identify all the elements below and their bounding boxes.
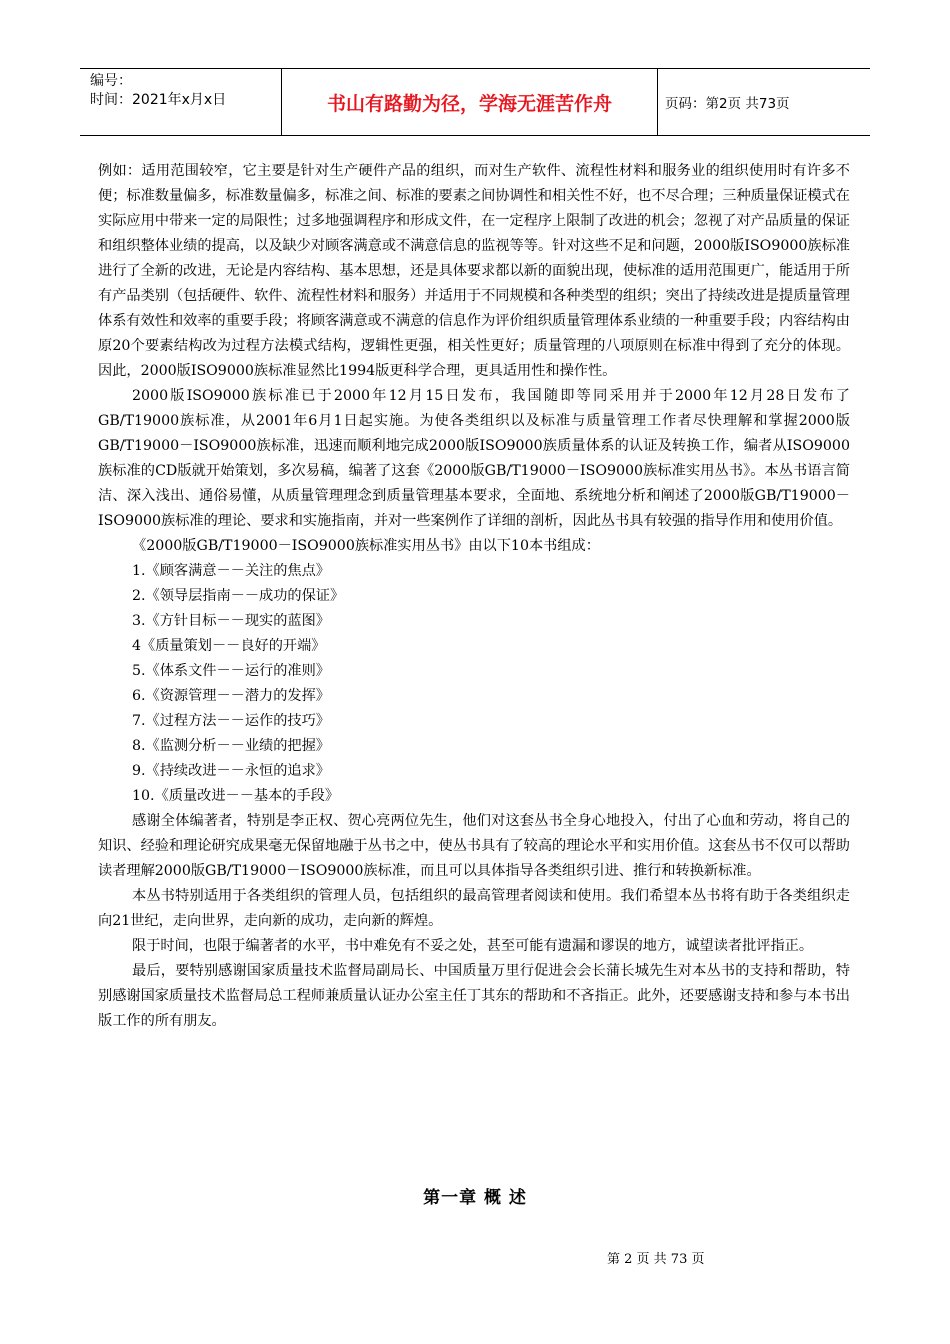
book-list [98,559,850,809]
list-item: 1.《顾客满意－－关注的焦点》 [132,563,330,579]
list-item: 8.《监测分析－－业绩的把握》 [132,738,330,754]
paragraph: 限于时间，也限于编著者的水平，书中难免有不妥之处，甚至可能有遗漏和谬误的地方，诚望读者批评指正。 [132,938,814,954]
list-item: 3.《方针目标－－现实的蓝图》 [132,613,330,629]
paragraph: 2000版ISO9000族标准已于2000年12月15日发布，我国随即等同采用并于2000年12月28日发布了GB/T19000族标准，从2001年6月1日起实施。为使各类组织以及标准与质量管理工作者尽快理解和掌握2000版GB/T19000－ISO9000族标准，迅速而顺利地完成2000版ISO9000族质量体系的认证及转换工作，编者从ISO9000族标准的CD版就开始策划，多次易稿，编著了这套《2000版GB/T19000－ISO9000族标准实用丛书》。本丛书语言简洁、深入浅出、通俗易懂，从质量管理理念到质量管理基本要求，全面地、系统地分析和阐述了2000版GB/T19000－ISO9000族标准的理论、要求和实施指南，并对一些案例作了详细的剖析，因此丛书具有较强的指导作用和使用价值。 [98,388,850,529]
paragraph: 例如：适用范围较窄，它主要是针对生产硬件产品的组织，而对生产软件、流程性材料和服务业的组织使用时有许多不便；标准数量偏多，标准数量偏多，标准之间、标准的要素之间协调性和相关性不好，也不尽合理；三种质量保证模式在实际应用中带来一定的局限性；过多地强调程序和形成文件，在一定程序上限制了改进的机会；忽视了对产品质量的保证和组织整体业绩的提高，以及缺少对顾客满意或不满意信息的监视等等。针对这些不足和问题，2000版ISO9000族标准进行了全新的改进，无论是内容结构、基本思想，还是具体要求都以新的面貌出现，使标准的适用范围更广，能适用于所有产品类别（包括硬件、软件、流程性材料和服务）并适用于不同规模和各种类型的组织；突出了持续改进是提质量管理体系有效性和效率的重要手段；将顾客满意或不满意的信息作为评价组织质量管理体系业绩的一种重要手段；内容结构由原20个要素结构改为过程方法模式结构，逻辑性更强，相关性更好；质量管理的八项原则在标准中得到了充分的体现。因此，2000版ISO9000族标准显然比1994版更科学合理，更具适用性和操作性。 [98,163,850,379]
paragraph: 本丛书特别适用于各类组织的管理人员，包括组织的最高管理者阅读和使用。我们希望本丛书将有助于各类组织走向21世纪，走向世界，走向新的成功，走向新的辉煌。 [98,888,850,929]
list-item: 10.《质量改进－－基本的手段》 [132,788,340,804]
list-item: 4《质量策划－－良好的开端》 [132,638,326,654]
paragraph: 最后，要特别感谢国家质量技术监督局副局长、中国质量万里行促进会会长蒲长城先生对本丛书的支持和帮助，特别感谢国家质量技术监督局总工程师兼质量认证办公室主任丁其东的帮助和不吝指正。此外，还要感谢支持和参与本书出版工作的所有朋友。 [98,963,850,1029]
document-body [98,159,850,1034]
document-date: 时间：2021年x月x日 [90,92,227,108]
header-page-info: 页码：第2页 共73页 [665,96,790,112]
page-header [80,68,870,136]
paragraph: 《2000版GB/T19000－ISO9000族标准实用丛书》由以下10本书组成： [132,538,600,554]
header-meta [80,69,282,135]
chapter-title: 第一章 概 述 [423,1188,527,1208]
list-item: 9.《持续改进－－永恒的追求》 [132,763,330,779]
header-motto: 书山有路勤为径，学海无涯苦作舟 [282,69,658,135]
document-number-label: 编号： [90,73,132,89]
list-item: 2.《领导层指南－－成功的保证》 [132,588,345,604]
paragraph: 感谢全体编著者，特别是李正权、贺心亮两位先生，他们对这套丛书全身心地投入，付出了心血和劳动，将自己的知识、经验和理论研究成果毫无保留地融于丛书之中，使丛书具有了较高的理论水平和实用价值。这套丛书不仅可以帮助读者理解2000版GB/T19000－ISO9000族标准，而且可以具体指导各类组织引进、推行和转换新标准。 [98,813,850,879]
list-item: 7.《过程方法－－运作的技巧》 [132,713,330,729]
list-item: 6.《资源管理－－潜力的发挥》 [132,688,330,704]
list-item: 5.《体系文件－－运行的准则》 [132,663,330,679]
page-footer: 第 2 页 共 73 页 [607,1252,705,1267]
